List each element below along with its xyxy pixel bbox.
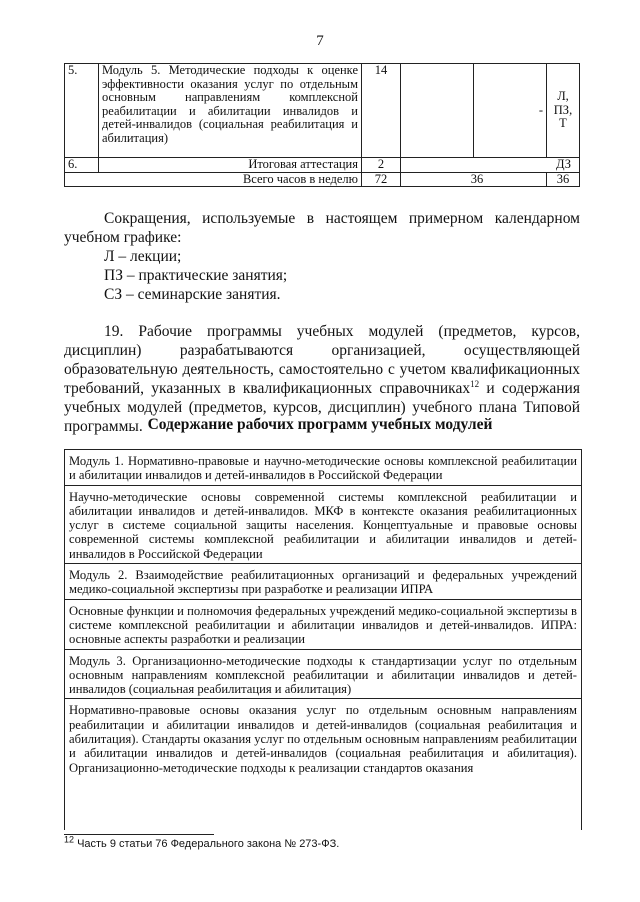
week2-cell: - (474, 64, 547, 158)
module-title: Модуль 1. Нормативно-правовые и научно-методические основы комплексной реабилитации и абилитации инвалидов и детей-инвалидов в Российской Федерации (65, 450, 581, 486)
section-title: Содержание рабочих программ учебных модулей (147, 416, 493, 433)
list-item: Л – лекции; (104, 248, 182, 265)
footnote-reference[interactable]: 12 (470, 378, 480, 389)
module-title: Модуль 2. Взаимодействие реабилитационных организаций и федеральных учреждений медико-социальной экспертизы при разработке и реализации ИПРА (65, 564, 581, 600)
hours-cell: 72 (362, 172, 401, 187)
study-plan-table (64, 63, 580, 187)
abbreviations-intro: Сокращения, используемые в настоящем примерном календарном учебном графике: (64, 210, 580, 246)
list-item: СЗ – семинарские занятия. (104, 286, 281, 303)
row-number: 5. (65, 64, 99, 158)
row-label: Итоговая аттестация (99, 158, 362, 173)
footnote-text: Часть 9 статьи 76 Федерального закона № 273-ФЗ. (74, 838, 340, 850)
week1-cell (401, 64, 474, 158)
forms-cell: ДЗ (401, 158, 580, 173)
table-row (65, 172, 580, 187)
footnote-number: 12 (64, 834, 75, 845)
footnote (64, 834, 340, 850)
module-name: Модуль 5. Методические подходы к оценке эффективности оказания услуг по отдельным основным направлениям комплексной реабилитации и абилитации инвалидов и детей-инвалидов (социальная реабилитация и абилитация) (99, 64, 362, 158)
table-row (65, 64, 580, 158)
list-item: ПЗ – практические занятия; (104, 267, 288, 284)
forms-cell: Л, ПЗ, Т (547, 64, 580, 158)
row-number: 6. (65, 158, 99, 173)
footnote-divider (64, 834, 214, 835)
modules-table (64, 449, 582, 830)
week1-total: 36 (401, 172, 547, 187)
paragraph-text: и содержания учебных модулей (предметов, курсов, дисциплин) учебного плана Типовой программы. (64, 380, 580, 435)
paragraph-text: 19. Рабочие программы учебных модулей (предметов, курсов, дисциплин) разрабатываются организацией, осуществляющей образовательную деятельность, самостоятельно с учетом квалификационных требований, указанных в квалификационных справочниках (64, 323, 580, 397)
module-content: Научно-методические основы современной системы комплексной реабилитации и абилитации инвалидов и детей-инвалидов. МКФ в контексте оказания реабилитационных услуг в системе социальной защиты населения. Концептуальные и правовые основы современной системы комплексной реабилитации и абилитации инвалидов и детей-инвалидов в Российской Федерации (65, 486, 581, 564)
week2-total: 36 (547, 172, 580, 187)
module-content: Основные функции и полномочия федеральных учреждений медико-социальной экспертизы в системе комплексной реабилитации и абилитации инвалидов и детей-инвалидов. ИПРА: основные аспекты разработки и реализации (65, 600, 581, 650)
table-row (65, 158, 580, 173)
hours-cell: 2 (362, 158, 401, 173)
hours-cell: 14 (362, 64, 401, 158)
total-label: Всего часов в неделю (65, 172, 362, 187)
page-number: 7 (316, 33, 324, 49)
module-title: Модуль 3. Организационно-методические подходы к стандартизации услуг по отдельным основным направлениям комплексной реабилитации и абилитации инвалидов и детей-инвалидов (социальная реабилитация и абилитация) (65, 650, 581, 700)
module-content: Нормативно-правовые основы оказания услуг по отдельным основным направлениям реабилитации и абилитации инвалидов и детей-инвалидов (социальная реабилитация и абилитация). Стандарты оказания услуг по отдельным основным направлениям реабилитации и абилитации инвалидов и детей-инвалидов (социальная реабилитация и абилитация). Организационно-методические подходы к реализации стандартов оказания (69, 703, 577, 775)
